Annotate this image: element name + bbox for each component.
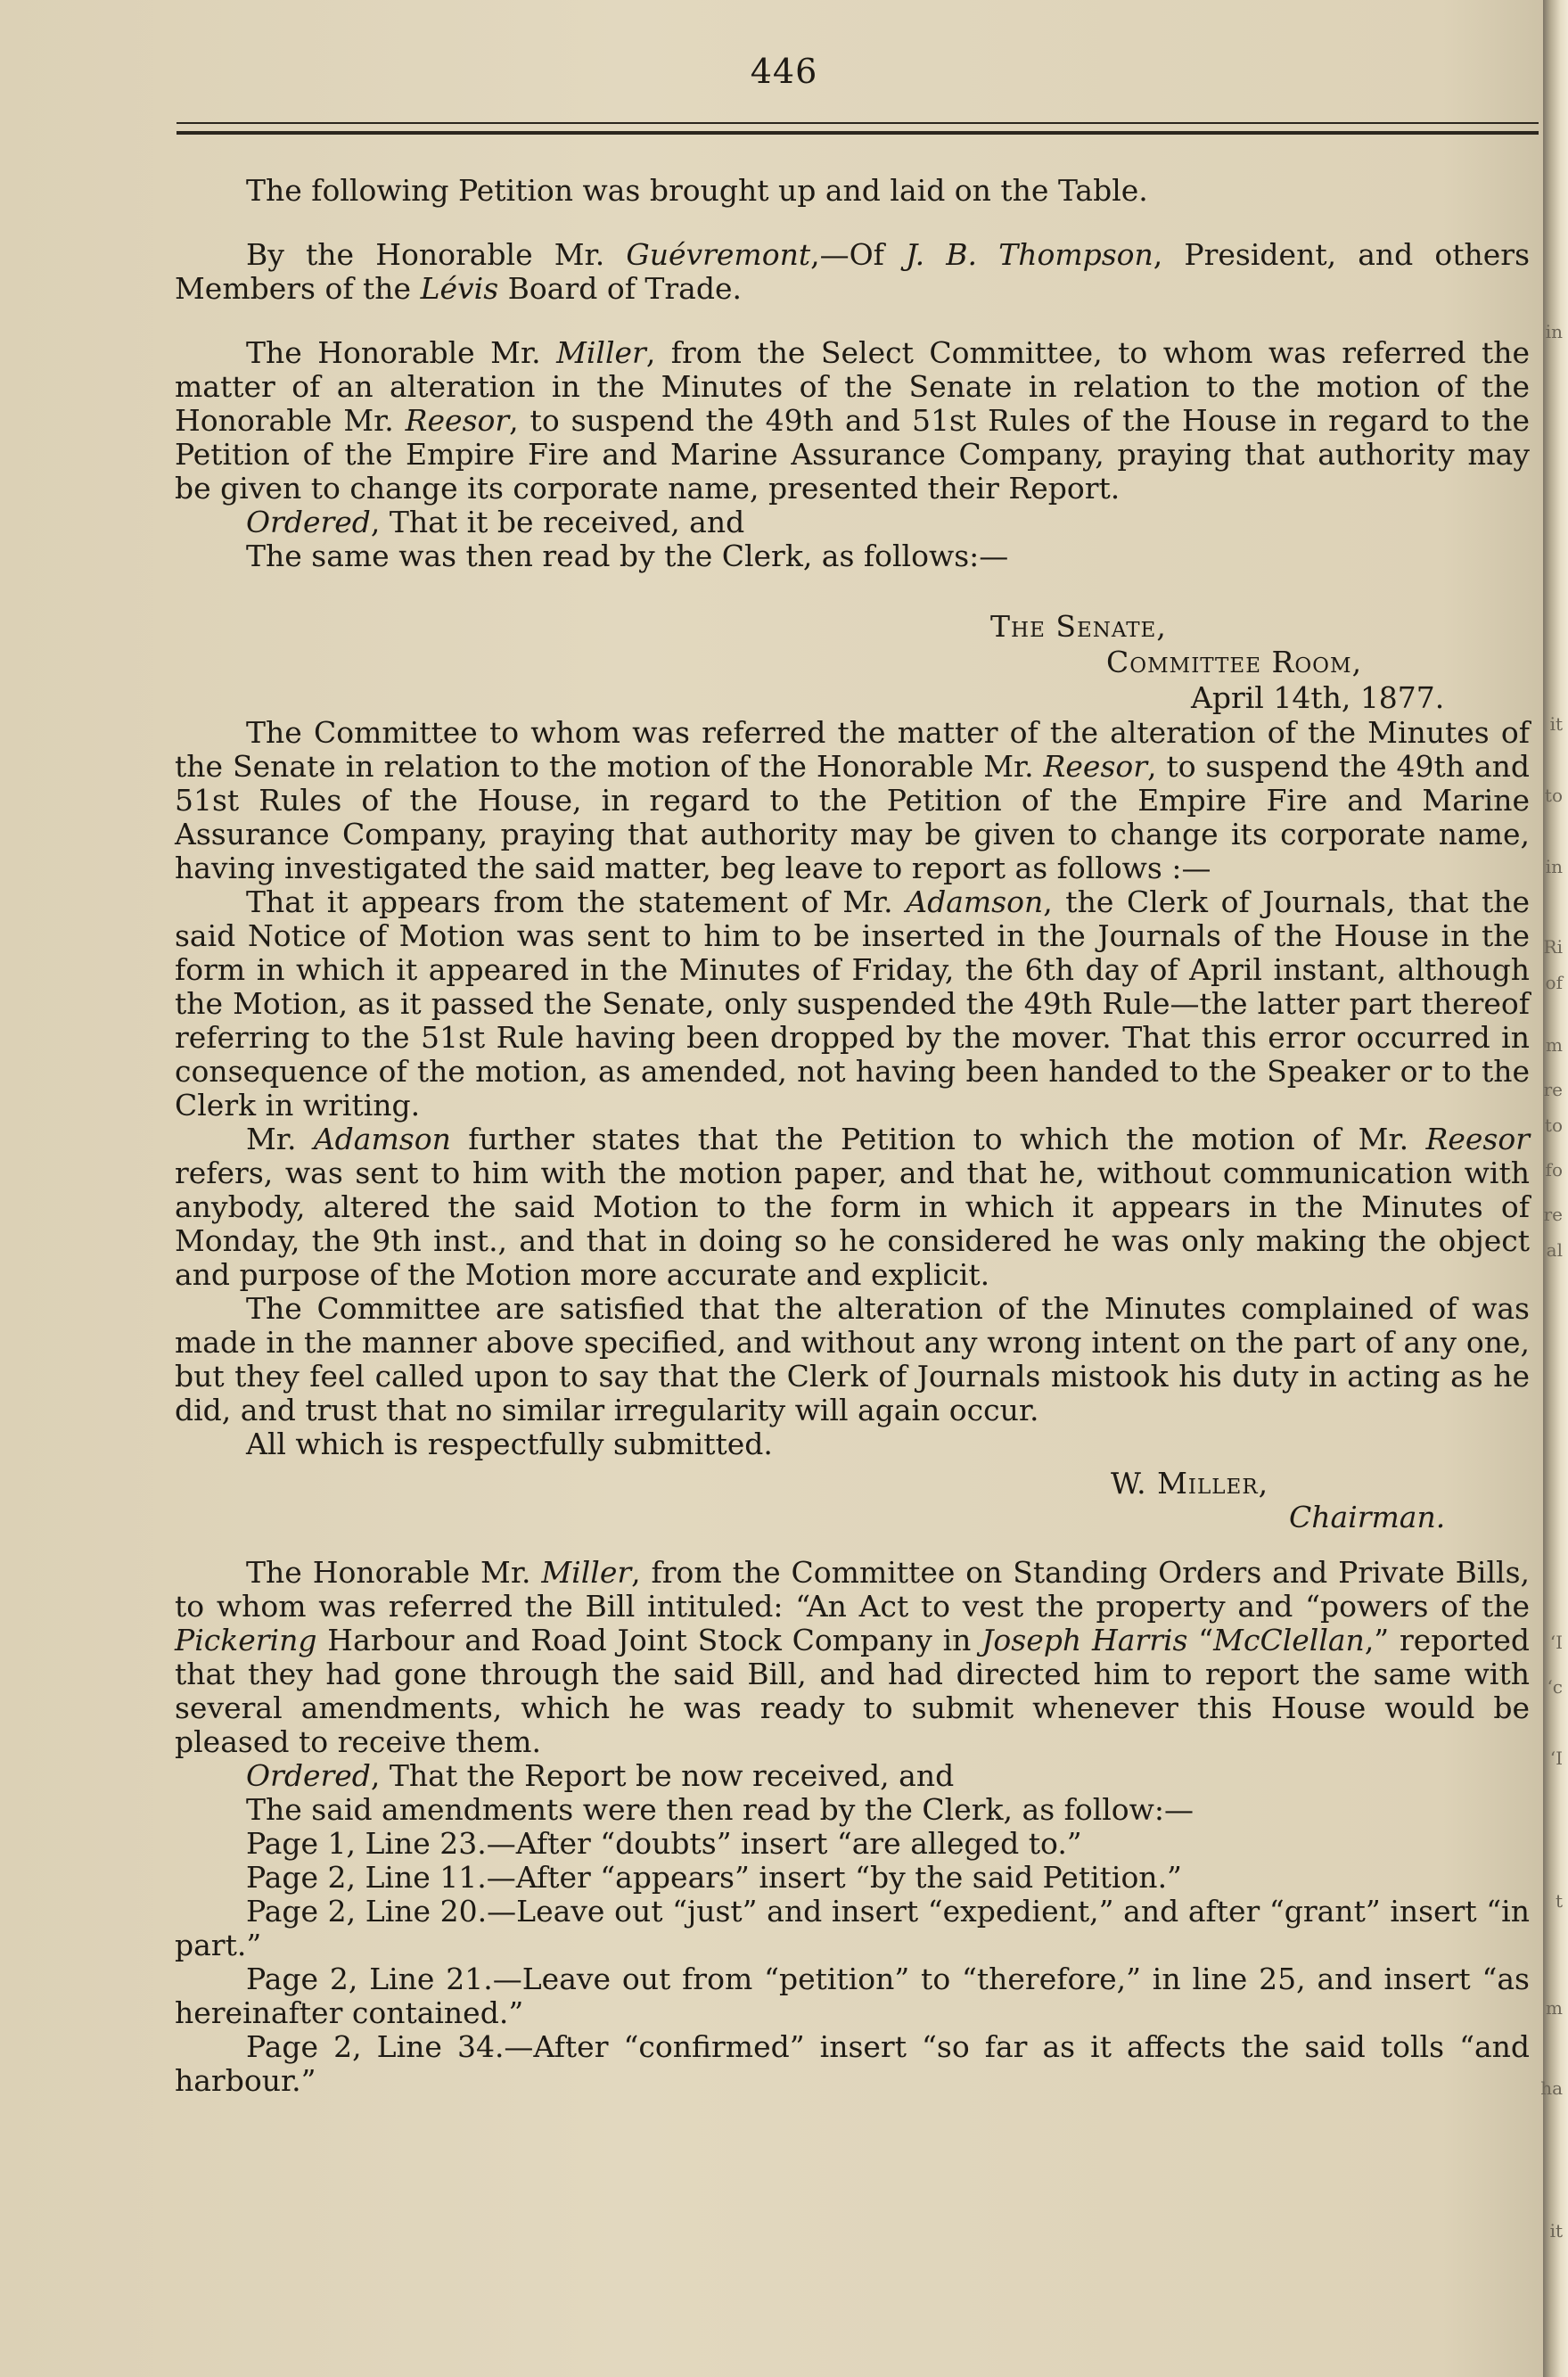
gutter-letter: m bbox=[1546, 1997, 1563, 2019]
report-paragraph bbox=[175, 716, 1530, 885]
gutter-letter: m bbox=[1546, 1034, 1563, 1056]
gutter-letter: of bbox=[1545, 972, 1563, 993]
member-name: Reesor bbox=[1425, 1122, 1530, 1156]
ordered-label: Ordered bbox=[246, 505, 371, 539]
page-body bbox=[175, 174, 1530, 2098]
committee-report-intro bbox=[175, 336, 1530, 506]
text-run: ,” reported that they had gone through the said Bill, and had directed him to report the same with several amendments, which he was ready to submit whenever this House would be pleased to receive them. bbox=[175, 1623, 1530, 1759]
text-run: , That it be received, and bbox=[370, 505, 745, 539]
gutter-letter: to bbox=[1544, 1114, 1563, 1136]
amendment-item: Page 2, Line 21.—Leave out from “petition” to “therefore,” in line 25, and insert “as hereinafter contained.” bbox=[175, 1962, 1530, 2030]
person-name: McClellan bbox=[1213, 1623, 1365, 1657]
person-name: Joseph Harris bbox=[981, 1623, 1188, 1657]
gutter-letter: Ri bbox=[1543, 936, 1563, 958]
read-line: The said amendments were then read by the Clerk, as follow:— bbox=[246, 1792, 1194, 1827]
member-name: Miller bbox=[541, 1555, 632, 1590]
report-header-room: Committee Room, bbox=[1106, 645, 1363, 679]
text-run: Board of Trade. bbox=[498, 271, 743, 306]
report-paragraph bbox=[175, 885, 1530, 1123]
gutter-letter: it bbox=[1549, 713, 1563, 735]
text-run: , from the Select Committee, to whom was referred the matter of an alteration in the Minutes of the Senate in relation to the motion of the Honorable Mr. bbox=[175, 335, 1530, 438]
report-paragraph: The Committee are satisfied that the alteration of the Minutes complained of was made in the manner above specified, and without any wrong intent on the part of any one, but they feel called upon to say that the Clerk of Journals mistook his duty in acting as he did, and trust that no similar irregularity will again occur. bbox=[175, 1291, 1530, 1427]
gutter-letter: al bbox=[1546, 1239, 1563, 1261]
member-name: Reesor bbox=[405, 403, 510, 438]
report-closing: All which is respectfully submitted. bbox=[246, 1427, 773, 1461]
text-run: The Committee to whom was referred the matter of the alteration of the Minutes of the Senate in relation to the motion of the Honorable Mr. bbox=[175, 715, 1530, 784]
text-run: , from the Committee on Standing Orders and Private Bills, to whom was referred the Bill intituled: “An Act to vest the property and “powers of the bbox=[175, 1555, 1531, 1624]
ordered-line bbox=[175, 1759, 1530, 1793]
person-name: Adamson bbox=[313, 1122, 451, 1156]
header-rule-thin bbox=[177, 122, 1539, 124]
text-run: , the Clerk of Journals, that the said Notice of Motion was sent to him to be inserted in the Journals of the House in the form in which it appeared in the Minutes of Friday, the 6th day of April instant, although the Motion, as it passed the Senate, only suspended the 49th Rule—the latter part thereof referring to the 51st Rule having been dropped by the mover. That this error occurred in consequence of the motion, as amended, not having been handed to the Speaker or to the Clerk in writing. bbox=[175, 884, 1530, 1123]
member-name: Miller bbox=[556, 335, 646, 370]
text-run: further states that the Petition to which the motion of Mr. bbox=[450, 1122, 1426, 1156]
text-run: , That the Report be now received, and bbox=[370, 1758, 955, 1793]
header-rule-thick bbox=[177, 131, 1539, 135]
bill-report-paragraph bbox=[175, 1556, 1530, 1759]
amendment-item: Page 2, Line 34.—After “confirmed” insert “so far as it affects the said tolls “and harbour.” bbox=[175, 2029, 1530, 2098]
signature-block bbox=[175, 1467, 1530, 1534]
report-header-senate: The Senate, bbox=[990, 609, 1167, 644]
report-paragraph bbox=[175, 1123, 1530, 1292]
read-line: The same was then read by the Clerk, as follows:— bbox=[246, 539, 1009, 573]
text-run: That it appears from the statement of Mr. bbox=[246, 884, 907, 919]
report-header-date: April 14th, 1877. bbox=[1191, 680, 1445, 715]
place-name: Lévis bbox=[420, 271, 499, 306]
amendment-item: Page 2, Line 11.—After “appears” insert “by the said Petition.” bbox=[246, 1860, 1182, 1895]
gutter-letter: ha bbox=[1540, 2077, 1563, 2099]
member-name: Guévremont bbox=[626, 237, 811, 272]
place-name: Pickering bbox=[175, 1623, 317, 1657]
amendment-item: Page 1, Line 23.—After “doubts” insert “are alleged to.” bbox=[246, 1826, 1082, 1861]
signature-name: W. Miller, bbox=[1111, 1466, 1269, 1501]
petition-intro: The following Petition was brought up and laid on the Table. bbox=[246, 173, 1148, 208]
text-run: , to suspend the 49th and 51st Rules of the House, in regard to the Petition of the Empire Fire and Marine Assurance Company, praying that authority may be given to change its corporate name, having investigated the said matter, beg leave to report as follows :— bbox=[175, 749, 1531, 885]
text-run: By the Honorable Mr. bbox=[246, 237, 627, 272]
ordered-label: Ordered bbox=[246, 1758, 371, 1793]
report-header bbox=[175, 609, 1530, 716]
text-run: The Honorable Mr. bbox=[246, 1555, 542, 1590]
member-name: Reesor bbox=[1043, 749, 1148, 784]
text-run: , to suspend the 49th and 51st Rules of the House in regard to the Petition of the Empire Fire and Marine Assurance Company, praying that authority may be given to change its corporate name, presented their Report. bbox=[175, 403, 1530, 506]
gutter-letter: it bbox=[1549, 2220, 1563, 2241]
text-run: , President, and others Members of the bbox=[175, 237, 1531, 306]
text-run: The Honorable Mr. bbox=[246, 335, 557, 370]
gutter-letter: re bbox=[1543, 1079, 1563, 1100]
signature-title: Chairman. bbox=[1289, 1500, 1446, 1534]
gutter-letter: re bbox=[1543, 1204, 1563, 1225]
gutter-letter: in bbox=[1545, 856, 1563, 877]
gutter-letter: t bbox=[1555, 1890, 1563, 1912]
petitioner-name: J. B. Thompson bbox=[906, 237, 1153, 272]
text-run: ,—Of bbox=[810, 237, 907, 272]
text-run: “ bbox=[1187, 1623, 1214, 1657]
page-number: 446 bbox=[750, 52, 818, 91]
text-run: Mr. bbox=[246, 1122, 314, 1156]
amendment-item: Page 2, Line 20.—Leave out “just” and insert “expedient,” and after “grant” insert “in part.” bbox=[175, 1894, 1530, 1962]
gutter-letter: fo bbox=[1545, 1159, 1563, 1180]
text-run: Harbour and Road Joint Stock Company in bbox=[316, 1623, 982, 1657]
gutter-letter: ‘I bbox=[1549, 1632, 1563, 1653]
text-run: refers, was sent to him with the motion paper, and that he, without communication with anybody, altered the said Motion to the form in which it appears in the Minutes of Monday, the 9th inst., and that in doing so he considered he was only making the object and purpose of the Motion more accurate and explicit. bbox=[175, 1156, 1530, 1292]
gutter-letter: to bbox=[1544, 785, 1563, 806]
ordered-line bbox=[175, 506, 1530, 539]
gutter-letter: in bbox=[1545, 321, 1563, 342]
binding-gutter bbox=[1540, 0, 1568, 2377]
petition-entry bbox=[175, 238, 1530, 306]
gutter-letters bbox=[1540, 143, 1566, 2282]
gutter-letter: ‘I bbox=[1549, 1748, 1563, 1769]
person-name: Adamson bbox=[906, 884, 1044, 919]
gutter-letter: ‘c bbox=[1547, 1676, 1563, 1698]
